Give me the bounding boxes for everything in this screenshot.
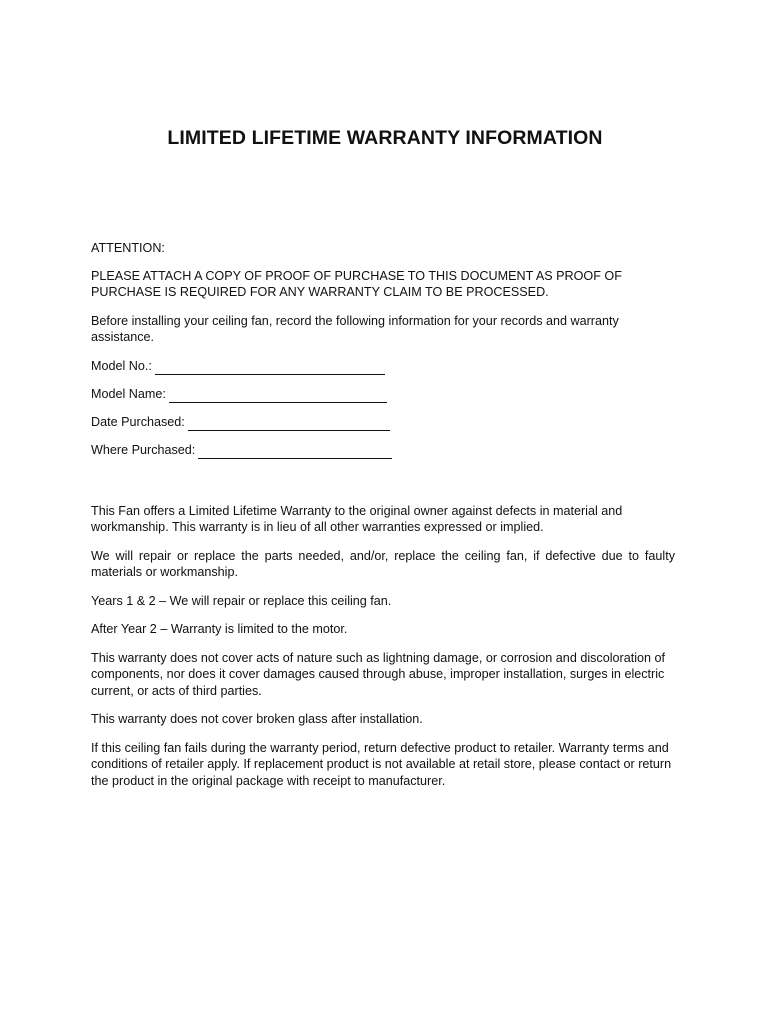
- model-name-line[interactable]: [169, 390, 387, 403]
- where-purchased-field: [91, 442, 675, 459]
- model-no-label: Model No.:: [91, 359, 152, 373]
- warranty-paragraph-5: This warranty does not cover acts of nature such as lightning damage, or corrosion and discoloration of components, nor does it cover damages caused through abuse, improper installation, surges in electric current, or acts of third parties.: [91, 650, 666, 698]
- date-purchased-field: [91, 414, 675, 431]
- attention-label: ATTENTION:: [91, 241, 165, 255]
- model-name-field: [91, 386, 675, 403]
- warranty-paragraph-3: Years 1 & 2 – We will repair or replace this ceiling fan.: [91, 593, 392, 608]
- warranty-paragraph-6: This warranty does not cover broken glass after installation.: [91, 712, 423, 726]
- attention-text: PLEASE ATTACH A COPY OF PROOF OF PURCHASE TO THIS DOCUMENT AS PROOF OF PURCHASE IS REQUIRED FOR ANY WARRANTY CLAIM TO BE PROCESSED.: [91, 268, 622, 299]
- document-body: [91, 240, 675, 801]
- document-title: LIMITED LIFETIME WARRANTY INFORMATION: [167, 127, 603, 149]
- where-purchased-label: Where Purchased:: [91, 443, 196, 457]
- section-spacer: [91, 470, 675, 503]
- date-purchased-line[interactable]: [188, 418, 390, 431]
- model-no-line[interactable]: [155, 362, 385, 375]
- model-no-field: [91, 358, 675, 375]
- where-purchased-line[interactable]: [198, 446, 392, 459]
- warranty-paragraph-1: This Fan offers a Limited Lifetime Warranty to the original owner against defects in material and workmanship. This warranty is in lieu of all other warranties expressed or implied.: [91, 503, 623, 534]
- record-intro: Before installing your ceiling fan, record the following information for your records and warranty assistance.: [91, 313, 619, 344]
- model-name-label: Model Name:: [91, 387, 166, 401]
- warranty-paragraph-4: After Year 2 – Warranty is limited to the motor.: [91, 622, 348, 636]
- warranty-paragraph-2: We will repair or replace the parts needed, and/or, replace the ceiling fan, if defective due to faulty materials or workmanship.: [91, 548, 675, 579]
- date-purchased-label: Date Purchased:: [91, 415, 185, 429]
- warranty-paragraph-7: If this ceiling fan fails during the warranty period, return defective product to retailer. Warranty terms and conditions of retailer apply. If replacement product is not available at retail store, please contact or return the product in the original package with receipt to manufacturer.: [91, 740, 672, 788]
